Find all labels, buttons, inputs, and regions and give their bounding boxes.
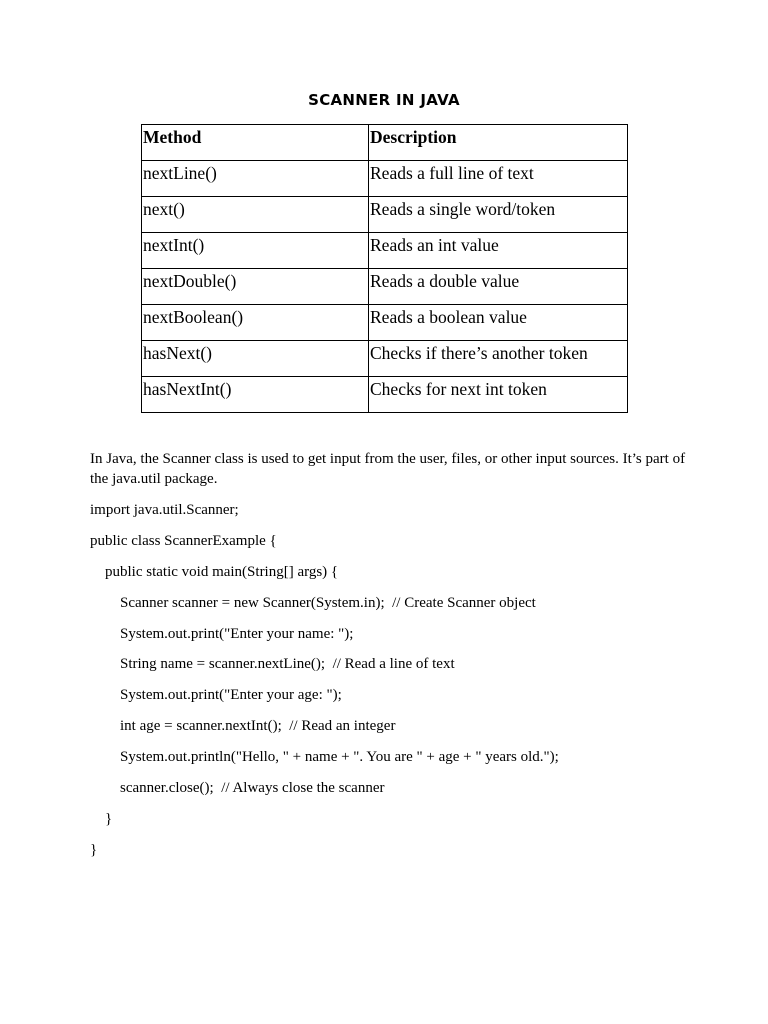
code-line: } [105, 810, 113, 827]
description-cell: Reads a double value [369, 269, 628, 305]
code-line: } [90, 841, 98, 858]
intro-paragraph: In Java, the Scanner class is used to get input from the user, files, or other input sources. It’s part of the java.util package. [90, 451, 686, 487]
code-line: System.out.print("Enter your age: "); [120, 687, 342, 704]
method-cell: nextLine() [142, 161, 369, 197]
code-line: import java.util.Scanner; [90, 502, 239, 518]
description-cell: Checks for next int token [369, 377, 628, 413]
method-column-header: Method [142, 125, 369, 161]
description-column-header: Description [369, 125, 628, 161]
method-cell: nextBoolean() [142, 305, 369, 341]
method-cell: next() [142, 197, 369, 233]
table-header-row [142, 125, 628, 161]
method-cell: hasNext() [142, 341, 369, 377]
table-row [142, 377, 628, 413]
description-cell: Reads a single word/token [369, 197, 628, 233]
table-row [142, 161, 628, 197]
table-row [142, 233, 628, 269]
code-line: int age = scanner.nextInt(); // Read an integer [120, 718, 396, 735]
description-cell: Reads an int value [369, 233, 628, 269]
method-cell: nextInt() [142, 233, 369, 269]
code-line: public class ScannerExample { [90, 532, 277, 549]
table-row [142, 305, 628, 341]
code-line: System.out.println("Hello, " + name + ". You are " + age + " years old."); [120, 749, 559, 766]
code-example [90, 500, 559, 871]
document-title: SCANNER IN JAVA [308, 91, 460, 109]
method-cell: hasNextInt() [142, 377, 369, 413]
table-row [142, 269, 628, 305]
scanner-methods-table [141, 124, 628, 413]
code-line: public static void main(String[] args) { [105, 563, 339, 580]
table-row [142, 341, 628, 377]
code-line: String name = scanner.nextLine(); // Read a line of text [120, 656, 455, 673]
code-line: Scanner scanner = new Scanner(System.in); // Create Scanner object [120, 594, 536, 611]
code-line: scanner.close(); // Always close the scanner [120, 780, 385, 797]
code-line: System.out.print("Enter your name: "); [120, 625, 354, 642]
description-cell: Reads a full line of text [369, 161, 628, 197]
description-cell: Reads a boolean value [369, 305, 628, 341]
description-cell: Checks if there’s another token [369, 341, 628, 377]
table-row [142, 197, 628, 233]
method-cell: nextDouble() [142, 269, 369, 305]
